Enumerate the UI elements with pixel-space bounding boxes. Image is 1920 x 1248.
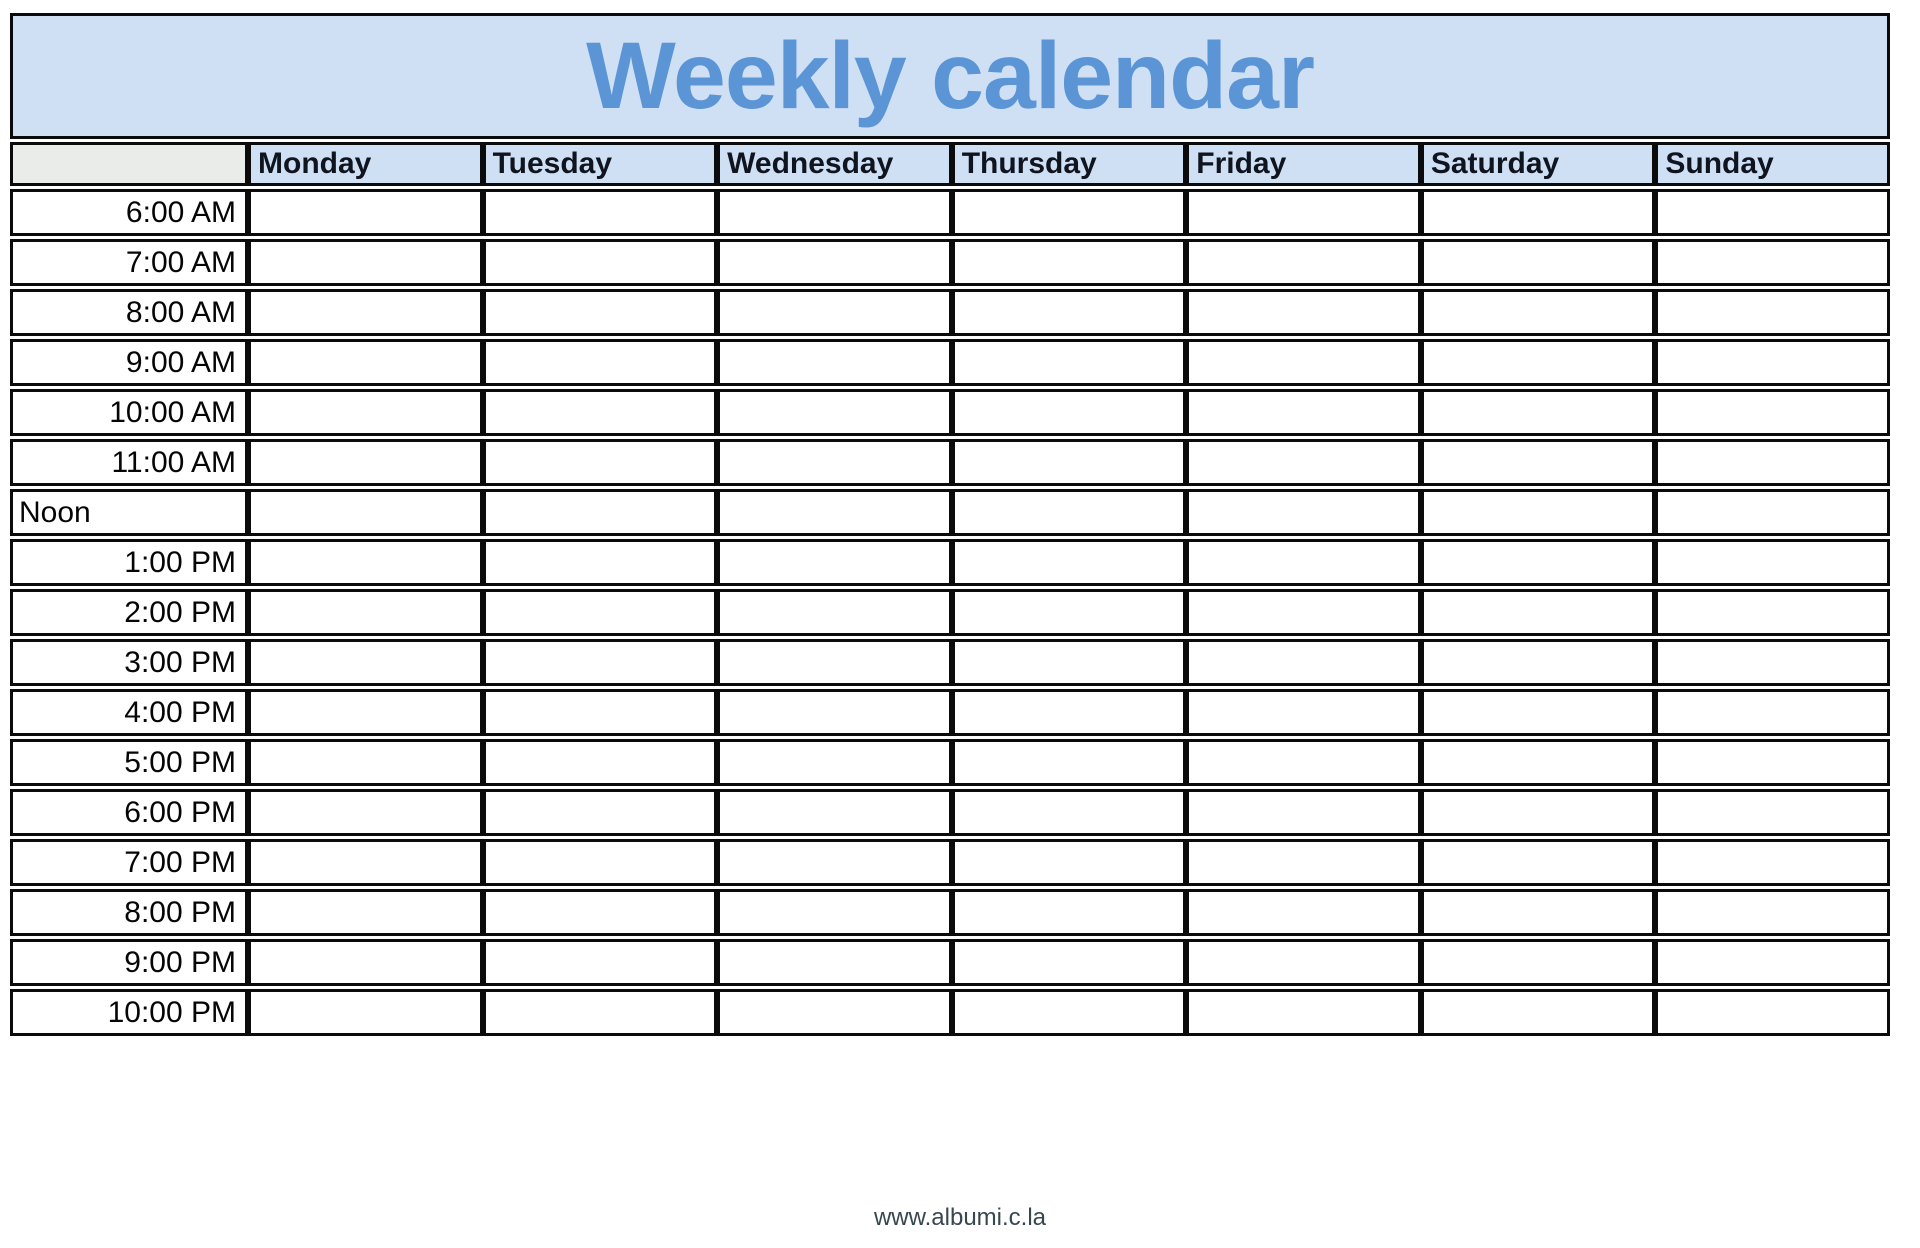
calendar-cell-wednesday-7[interactable] xyxy=(717,539,952,586)
time-label: 7:00 PM xyxy=(10,839,248,886)
calendar-cell-friday-3[interactable] xyxy=(1186,339,1421,386)
calendar-cell-wednesday-11[interactable] xyxy=(717,739,952,786)
calendar-cell-friday-2[interactable] xyxy=(1186,289,1421,336)
calendar-cell-wednesday-6[interactable] xyxy=(717,489,952,536)
time-row xyxy=(10,589,1890,636)
calendar-cell-sunday-7[interactable] xyxy=(1655,539,1890,586)
calendar-cell-saturday-0[interactable] xyxy=(1421,189,1656,236)
calendar-cell-sunday-4[interactable] xyxy=(1655,389,1890,436)
calendar-cell-saturday-7[interactable] xyxy=(1421,539,1656,586)
time-row xyxy=(10,289,1890,336)
calendar-cell-thursday-6[interactable] xyxy=(952,489,1187,536)
time-row xyxy=(10,789,1890,836)
calendar-cell-friday-9[interactable] xyxy=(1186,639,1421,686)
calendar-cell-saturday-13[interactable] xyxy=(1421,839,1656,886)
calendar-cell-tuesday-8[interactable] xyxy=(483,589,718,636)
calendar-cell-tuesday-11[interactable] xyxy=(483,739,718,786)
footer-link[interactable]: www.albumi.c.la xyxy=(873,1204,1047,1231)
calendar-cell-friday-10[interactable] xyxy=(1186,689,1421,736)
calendar-cell-monday-11[interactable] xyxy=(248,739,483,786)
time-label: 9:00 PM xyxy=(10,939,248,986)
calendar-cell-saturday-9[interactable] xyxy=(1421,639,1656,686)
calendar-cell-tuesday-2[interactable] xyxy=(483,289,718,336)
time-label: 11:00 AM xyxy=(10,439,248,486)
calendar-cell-saturday-11[interactable] xyxy=(1421,739,1656,786)
time-column-header xyxy=(10,142,248,186)
calendar-cell-sunday-13[interactable] xyxy=(1655,839,1890,886)
calendar-cell-sunday-2[interactable] xyxy=(1655,289,1890,336)
calendar-cell-friday-12[interactable] xyxy=(1186,789,1421,836)
calendar-cell-tuesday-9[interactable] xyxy=(483,639,718,686)
calendar-cell-saturday-10[interactable] xyxy=(1421,689,1656,736)
calendar-cell-thursday-1[interactable] xyxy=(952,239,1187,286)
calendar-cell-thursday-3[interactable] xyxy=(952,339,1187,386)
calendar-cell-sunday-5[interactable] xyxy=(1655,439,1890,486)
time-label: 5:00 PM xyxy=(10,739,248,786)
calendar-cell-thursday-2[interactable] xyxy=(952,289,1187,336)
time-row xyxy=(10,989,1890,1036)
time-label: 1:00 PM xyxy=(10,539,248,586)
calendar-cell-tuesday-6[interactable] xyxy=(483,489,718,536)
calendar-cell-tuesday-10[interactable] xyxy=(483,689,718,736)
time-row xyxy=(10,639,1890,686)
day-header-row xyxy=(10,142,1890,186)
calendar-cell-saturday-12[interactable] xyxy=(1421,789,1656,836)
calendar-cell-thursday-16[interactable] xyxy=(952,989,1187,1036)
time-row xyxy=(10,189,1890,236)
calendar-cell-friday-1[interactable] xyxy=(1186,239,1421,286)
calendar-cell-wednesday-10[interactable] xyxy=(717,689,952,736)
calendar-cell-tuesday-16[interactable] xyxy=(483,989,718,1036)
calendar-cell-saturday-4[interactable] xyxy=(1421,389,1656,436)
calendar-cell-sunday-10[interactable] xyxy=(1655,689,1890,736)
day-header-tuesday: Tuesday xyxy=(483,142,718,186)
time-label: 6:00 AM xyxy=(10,189,248,236)
calendar-title: Weekly calendar xyxy=(10,13,1890,139)
calendar-cell-sunday-11[interactable] xyxy=(1655,739,1890,786)
calendar-cell-wednesday-15[interactable] xyxy=(717,939,952,986)
time-row xyxy=(10,489,1890,536)
calendar-cell-wednesday-5[interactable] xyxy=(717,439,952,486)
time-label: 6:00 PM xyxy=(10,789,248,836)
calendar-cell-wednesday-4[interactable] xyxy=(717,389,952,436)
calendar-cell-monday-5[interactable] xyxy=(248,439,483,486)
time-row xyxy=(10,539,1890,586)
calendar-cell-friday-13[interactable] xyxy=(1186,839,1421,886)
calendar-cell-friday-6[interactable] xyxy=(1186,489,1421,536)
calendar-cell-sunday-15[interactable] xyxy=(1655,939,1890,986)
calendar-cell-wednesday-2[interactable] xyxy=(717,289,952,336)
calendar-cell-wednesday-3[interactable] xyxy=(717,339,952,386)
time-row xyxy=(10,739,1890,786)
calendar-cell-wednesday-12[interactable] xyxy=(717,789,952,836)
calendar-cell-saturday-16[interactable] xyxy=(1421,989,1656,1036)
calendar-cell-sunday-6[interactable] xyxy=(1655,489,1890,536)
calendar-cell-monday-7[interactable] xyxy=(248,539,483,586)
calendar-cell-saturday-5[interactable] xyxy=(1421,439,1656,486)
calendar-cell-monday-9[interactable] xyxy=(248,639,483,686)
calendar-cell-monday-4[interactable] xyxy=(248,389,483,436)
calendar-cell-tuesday-3[interactable] xyxy=(483,339,718,386)
time-label: 10:00 PM xyxy=(10,989,248,1036)
calendar-cell-thursday-8[interactable] xyxy=(952,589,1187,636)
calendar-cell-tuesday-15[interactable] xyxy=(483,939,718,986)
calendar-cell-thursday-13[interactable] xyxy=(952,839,1187,886)
calendar-cell-friday-15[interactable] xyxy=(1186,939,1421,986)
calendar-cell-monday-13[interactable] xyxy=(248,839,483,886)
calendar-cell-sunday-16[interactable] xyxy=(1655,989,1890,1036)
calendar-cell-wednesday-1[interactable] xyxy=(717,239,952,286)
time-label: 3:00 PM xyxy=(10,639,248,686)
time-row xyxy=(10,339,1890,386)
calendar-cell-monday-0[interactable] xyxy=(248,189,483,236)
day-header-saturday: Saturday xyxy=(1421,142,1656,186)
time-label: 7:00 AM xyxy=(10,239,248,286)
calendar-cell-wednesday-0[interactable] xyxy=(717,189,952,236)
calendar-cell-thursday-7[interactable] xyxy=(952,539,1187,586)
calendar-cell-monday-3[interactable] xyxy=(248,339,483,386)
title-row xyxy=(10,13,1890,139)
day-header-thursday: Thursday xyxy=(952,142,1187,186)
day-header-monday: Monday xyxy=(248,142,483,186)
calendar-cell-saturday-8[interactable] xyxy=(1421,589,1656,636)
time-label: 2:00 PM xyxy=(10,589,248,636)
calendar-cell-monday-12[interactable] xyxy=(248,789,483,836)
time-label: 4:00 PM xyxy=(10,689,248,736)
calendar-cell-wednesday-9[interactable] xyxy=(717,639,952,686)
calendar-cell-tuesday-14[interactable] xyxy=(483,889,718,936)
calendar-cell-friday-7[interactable] xyxy=(1186,539,1421,586)
calendar-cell-tuesday-5[interactable] xyxy=(483,439,718,486)
calendar-cell-thursday-9[interactable] xyxy=(952,639,1187,686)
time-row xyxy=(10,689,1890,736)
day-header-sunday: Sunday xyxy=(1655,142,1890,186)
calendar-cell-monday-6[interactable] xyxy=(248,489,483,536)
calendar-cell-thursday-5[interactable] xyxy=(952,439,1187,486)
calendar-cell-saturday-2[interactable] xyxy=(1421,289,1656,336)
calendar-cell-thursday-14[interactable] xyxy=(952,889,1187,936)
calendar-cell-thursday-11[interactable] xyxy=(952,739,1187,786)
calendar-cell-saturday-3[interactable] xyxy=(1421,339,1656,386)
calendar-cell-monday-15[interactable] xyxy=(248,939,483,986)
calendar-cell-monday-14[interactable] xyxy=(248,889,483,936)
calendar-cell-saturday-1[interactable] xyxy=(1421,239,1656,286)
day-header-wednesday: Wednesday xyxy=(717,142,952,186)
calendar-cell-thursday-12[interactable] xyxy=(952,789,1187,836)
weekly-calendar-table xyxy=(10,10,1890,1039)
calendar-cell-monday-10[interactable] xyxy=(248,689,483,736)
calendar-cell-wednesday-13[interactable] xyxy=(717,839,952,886)
calendar-cell-sunday-1[interactable] xyxy=(1655,239,1890,286)
calendar-cell-saturday-14[interactable] xyxy=(1421,889,1656,936)
calendar-cell-monday-1[interactable] xyxy=(248,239,483,286)
calendar-cell-wednesday-16[interactable] xyxy=(717,989,952,1036)
time-label: 10:00 AM xyxy=(10,389,248,436)
calendar-cell-thursday-15[interactable] xyxy=(952,939,1187,986)
calendar-cell-saturday-15[interactable] xyxy=(1421,939,1656,986)
calendar-cell-tuesday-7[interactable] xyxy=(483,539,718,586)
calendar-cell-wednesday-14[interactable] xyxy=(717,889,952,936)
calendar-cell-friday-8[interactable] xyxy=(1186,589,1421,636)
calendar-cell-monday-2[interactable] xyxy=(248,289,483,336)
calendar-cell-monday-8[interactable] xyxy=(248,589,483,636)
calendar-cell-thursday-0[interactable] xyxy=(952,189,1187,236)
calendar-cell-friday-14[interactable] xyxy=(1186,889,1421,936)
time-row xyxy=(10,389,1890,436)
time-row xyxy=(10,839,1890,886)
calendar-cell-sunday-9[interactable] xyxy=(1655,639,1890,686)
calendar-cell-sunday-14[interactable] xyxy=(1655,889,1890,936)
calendar-cell-sunday-8[interactable] xyxy=(1655,589,1890,636)
calendar-cell-sunday-3[interactable] xyxy=(1655,339,1890,386)
time-row xyxy=(10,439,1890,486)
calendar-cell-tuesday-1[interactable] xyxy=(483,239,718,286)
calendar-cell-thursday-4[interactable] xyxy=(952,389,1187,436)
calendar-cell-monday-16[interactable] xyxy=(248,989,483,1036)
calendar-cell-sunday-12[interactable] xyxy=(1655,789,1890,836)
calendar-cell-friday-16[interactable] xyxy=(1186,989,1421,1036)
time-row xyxy=(10,939,1890,986)
calendar-cell-tuesday-0[interactable] xyxy=(483,189,718,236)
calendar-cell-friday-11[interactable] xyxy=(1186,739,1421,786)
calendar-cell-tuesday-13[interactable] xyxy=(483,839,718,886)
time-label: 8:00 AM xyxy=(10,289,248,336)
time-label: Noon xyxy=(10,489,248,536)
day-header-friday: Friday xyxy=(1186,142,1421,186)
calendar-cell-friday-0[interactable] xyxy=(1186,189,1421,236)
time-row xyxy=(10,889,1890,936)
time-row xyxy=(10,239,1890,286)
time-label: 9:00 AM xyxy=(10,339,248,386)
calendar-cell-tuesday-12[interactable] xyxy=(483,789,718,836)
calendar-cell-saturday-6[interactable] xyxy=(1421,489,1656,536)
calendar-cell-sunday-0[interactable] xyxy=(1655,189,1890,236)
calendar-cell-friday-5[interactable] xyxy=(1186,439,1421,486)
calendar-cell-wednesday-8[interactable] xyxy=(717,589,952,636)
calendar-cell-tuesday-4[interactable] xyxy=(483,389,718,436)
time-label: 8:00 PM xyxy=(10,889,248,936)
calendar-cell-friday-4[interactable] xyxy=(1186,389,1421,436)
calendar-cell-thursday-10[interactable] xyxy=(952,689,1187,736)
